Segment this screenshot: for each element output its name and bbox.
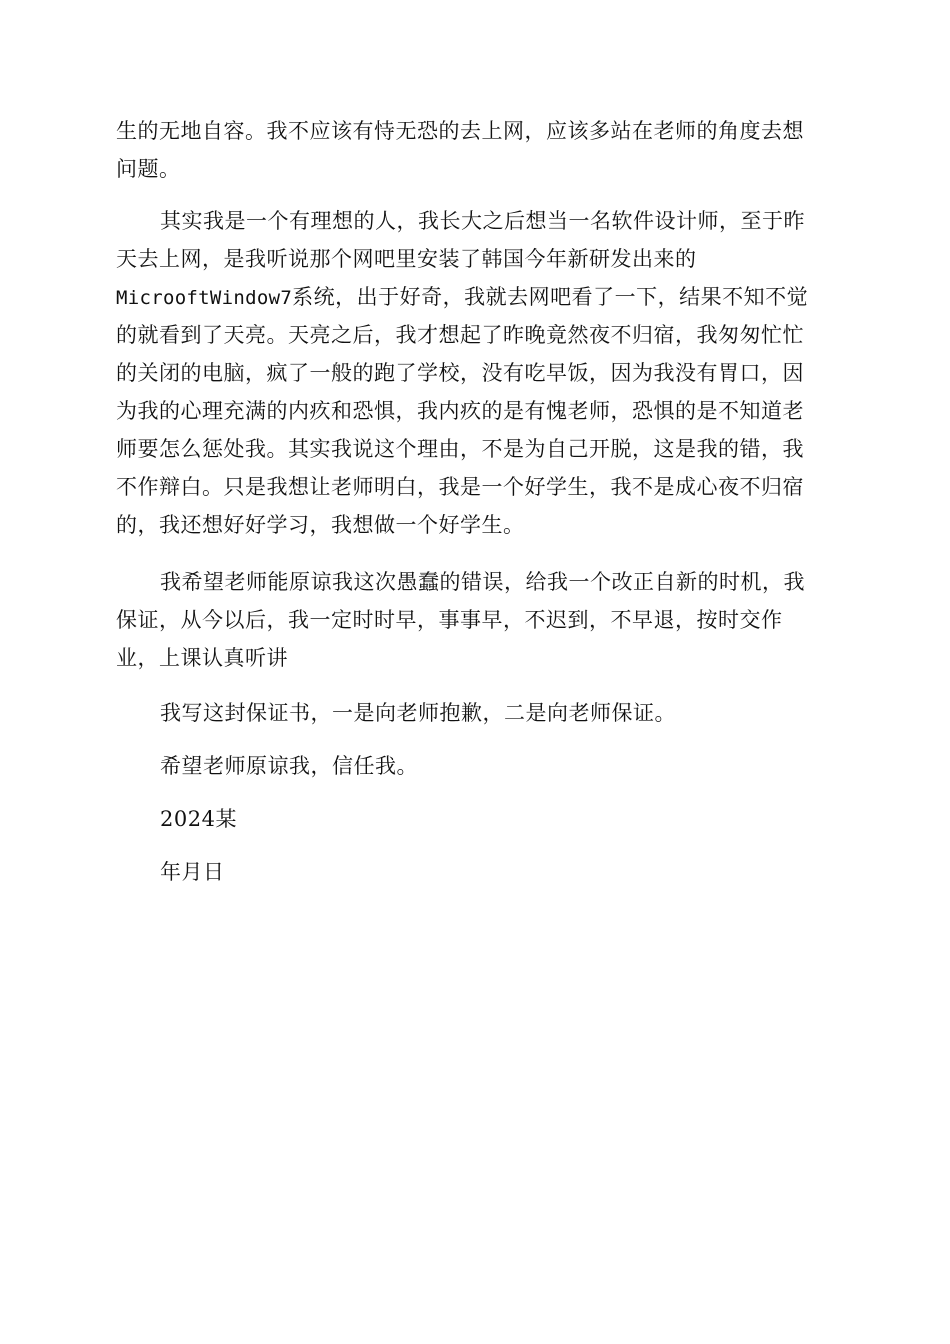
paragraph-1 — [116, 112, 836, 188]
paragraph-line: 为我的心理充满的内疚和恐惧，我内疚的是有愧老师，恐惧的是不知道老 — [116, 399, 804, 423]
signature-date-day — [116, 853, 836, 891]
date-month-day: 年月日 — [160, 860, 225, 884]
paragraph-4 — [116, 694, 836, 732]
paragraph-2 — [116, 202, 836, 544]
paragraph-line: 生的无地自容。我不应该有恃无恐的去上网，应该多站在老师的角度去想 — [116, 119, 804, 143]
paragraph-line: 天去上网，是我听说那个网吧里安装了韩国今年新研发出来的 — [116, 247, 697, 271]
paragraph-line: 业，上课认真听讲 — [116, 646, 288, 670]
signature-date-year — [116, 800, 836, 838]
date-year: 2024某 — [160, 807, 237, 831]
paragraph-3 — [116, 563, 836, 677]
paragraph-line-rest: 系统，出于好奇，我就去网吧看了一下，结果不知不觉 — [292, 285, 809, 309]
software-name: MicrooftWindow7 — [116, 287, 293, 309]
paragraph-line: 问题。 — [116, 157, 181, 181]
paragraph-line: 不作辩白。只是我想让老师明白，我是一个好学生，我不是成心夜不归宿 — [116, 475, 804, 499]
paragraph-line: 的，我还想好好学习，我想做一个好学生。 — [116, 513, 525, 537]
paragraph-line: 师要怎么惩处我。其实我说这个理由，不是为自己开脱，这是我的错，我 — [116, 437, 804, 461]
paragraph-line: 的关闭的电脑，疯了一般的跑了学校，没有吃早饭，因为我没有胃口，因 — [116, 361, 804, 385]
paragraph-line — [116, 278, 836, 316]
paragraph-5 — [116, 747, 836, 785]
paragraph-line: 保证，从今以后，我一定时时早，事事早，不迟到，不早退，按时交作 — [116, 608, 783, 632]
paragraph-line: 其实我是一个有理想的人，我长大之后想当一名软件设计师，至于昨 — [160, 209, 805, 233]
paragraph-line: 我希望老师能原谅我这次愚蠢的错误，给我一个改正自新的时机，我 — [160, 570, 805, 594]
paragraph-line: 希望老师原谅我，信任我。 — [160, 754, 418, 778]
paragraph-line: 我写这封保证书，一是向老师抱歉，二是向老师保证。 — [160, 701, 676, 725]
paragraph-line: 的就看到了天亮。天亮之后，我才想起了昨晚竟然夜不归宿，我匆匆忙忙 — [116, 323, 804, 347]
